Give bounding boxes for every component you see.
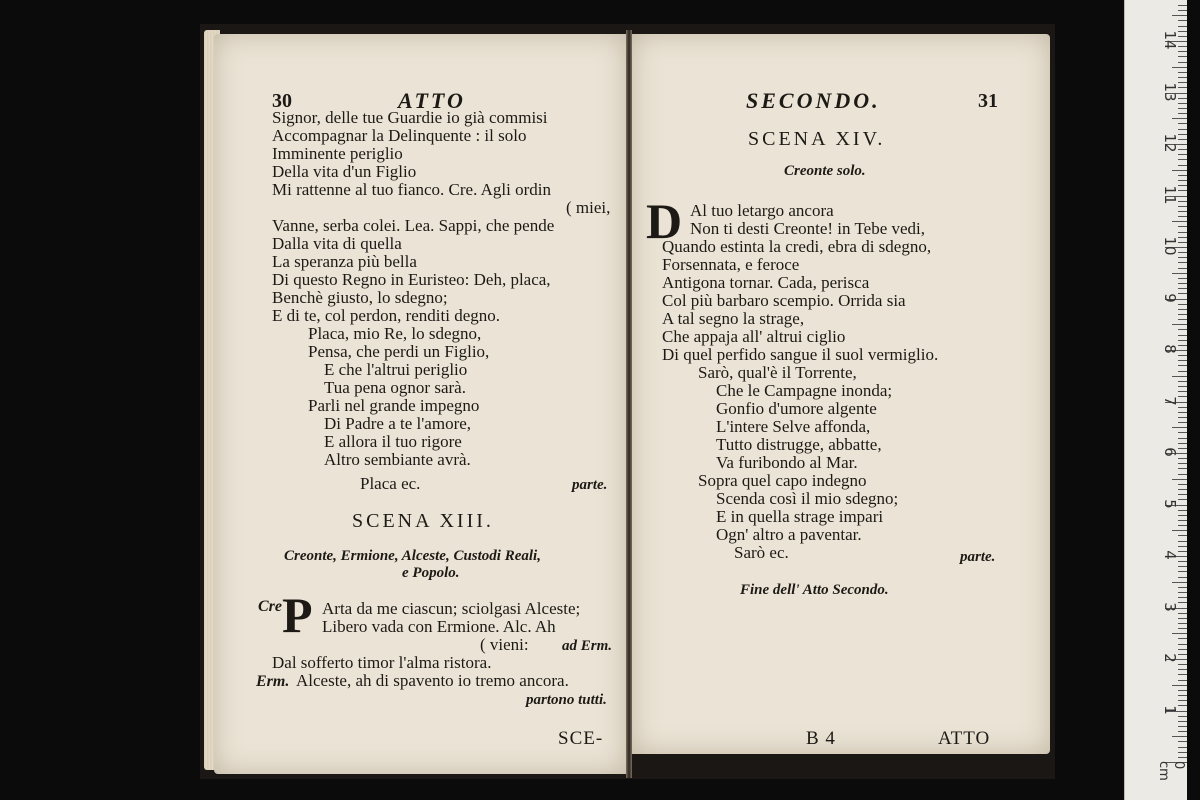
ruler-tick	[1178, 257, 1187, 258]
ruler-tick	[1178, 628, 1187, 629]
ruler-tick	[1178, 293, 1187, 294]
ruler-tick	[1178, 51, 1187, 52]
ruler-tick	[1178, 396, 1187, 397]
ruler-tick	[1172, 67, 1187, 68]
speaker-erm: Erm.	[256, 673, 290, 690]
left-verse-line: ( miei,	[566, 198, 611, 217]
left-verse-line: Mi rattenne al tuo fianco. Cre. Agli ordin	[272, 180, 552, 199]
ruler-tick	[1172, 376, 1187, 377]
ruler-tick	[1178, 304, 1187, 305]
ruler-unit-label: 0 cm	[1156, 761, 1186, 781]
ruler-tick	[1178, 262, 1187, 263]
ruler-tick	[1178, 190, 1187, 191]
right-verse-line: Di quel perfido sangue il suol vermiglio.	[662, 345, 939, 364]
ruler-tick	[1178, 726, 1187, 727]
right-running-header: SECONDO.	[746, 88, 881, 113]
ruler-tick	[1178, 36, 1187, 37]
ruler-tick	[1178, 206, 1187, 207]
left-verse-line: E allora il tuo rigore	[324, 432, 462, 451]
ruler-tick	[1172, 324, 1187, 325]
ruler-tick	[1172, 273, 1187, 274]
ruler-tick	[1178, 649, 1187, 650]
speaker-cre: Cre	[258, 598, 282, 615]
ruler-tick	[1178, 283, 1187, 284]
ruler-tick	[1172, 118, 1187, 119]
ruler-tick	[1178, 252, 1187, 253]
right-verse-line: Col più barbaro scempio. Orrida sia	[662, 291, 906, 310]
ruler-tick	[1178, 623, 1187, 624]
left-verse-line: Imminente periglio	[272, 144, 403, 163]
scena-xiii-heading: SCENA XIII.	[352, 510, 494, 532]
ruler-tick	[1172, 685, 1187, 686]
ruler-tick	[1178, 731, 1187, 732]
ruler-tick	[1178, 242, 1187, 243]
ruler-tick	[1178, 741, 1187, 742]
ruler-tick	[1178, 412, 1187, 413]
ruler-tick	[1178, 345, 1187, 346]
ruler-tick	[1172, 736, 1187, 737]
right-verse-line: Sarò, qual'è il Torrente,	[698, 363, 857, 382]
left-verse-line: E di te, col perdon, renditi degno.	[272, 306, 501, 325]
ruler-tick	[1178, 180, 1187, 181]
ruler-tick	[1178, 72, 1187, 73]
scena-xiii-line-1: Arta da me ciascun; sciolgasi Alceste;	[322, 599, 581, 618]
ruler-tick	[1178, 226, 1187, 227]
left-page-number: 30	[272, 90, 292, 112]
ruler-tick	[1178, 211, 1187, 212]
ruler-tick	[1178, 510, 1187, 511]
ruler-tick	[1178, 551, 1187, 552]
left-verse-line: Vanne, serba colei. Lea. Sappi, che pende	[272, 216, 555, 235]
ad-erm: ad Erm.	[562, 638, 613, 654]
ruler-tick	[1178, 721, 1187, 722]
ruler-tick	[1178, 535, 1187, 536]
ruler-tick	[1178, 360, 1187, 361]
left-verse-line: Pensa, che perdi un Figlio,	[308, 342, 490, 361]
fine-atto-secondo: Fine dell' Atto Secondo.	[740, 582, 889, 598]
ruler-tick	[1178, 674, 1187, 675]
ruler-tick	[1172, 221, 1187, 222]
ruler-tick	[1178, 329, 1187, 330]
vieni-line: ( vieni:	[480, 635, 529, 654]
ruler-number: 10	[1161, 236, 1179, 256]
ruler-tick	[1178, 31, 1187, 32]
ruler-tick	[1178, 98, 1187, 99]
ruler-number: 7	[1161, 395, 1179, 406]
ruler-tick	[1178, 520, 1187, 521]
ruler-tick	[1178, 468, 1187, 469]
ruler-tick	[1178, 216, 1187, 217]
ruler-tick	[1178, 185, 1187, 186]
ruler-tick	[1178, 77, 1187, 78]
ruler-tick	[1178, 381, 1187, 382]
ruler-tick	[1178, 618, 1187, 619]
left-verse-line: E che l'altrui periglio	[324, 360, 468, 379]
left-verse-line: Signor, delle tue Guardie io già commisi	[272, 108, 548, 127]
ruler-tick	[1178, 690, 1187, 691]
ruler-tick	[1178, 62, 1187, 63]
measuring-ruler	[1124, 0, 1187, 800]
ruler-number: 11	[1161, 184, 1179, 205]
left-verse-line: Dalla vita di quella	[272, 234, 402, 253]
ruler-tick	[1178, 484, 1187, 485]
ruler-tick	[1178, 355, 1187, 356]
ruler-tick	[1178, 752, 1187, 753]
ruler-tick	[1178, 525, 1187, 526]
right-verse-line: Va furibondo al Mar.	[716, 453, 858, 472]
ruler-tick	[1178, 159, 1187, 160]
ruler-tick	[1178, 20, 1187, 21]
ruler-number: 5	[1161, 498, 1179, 509]
ruler-tick	[1178, 149, 1187, 150]
right-verse-line: L'intere Selve affonda,	[716, 417, 871, 436]
ruler-tick	[1178, 154, 1187, 155]
left-parte: parte.	[572, 477, 608, 493]
ruler-tick	[1172, 479, 1187, 480]
ruler-tick	[1178, 175, 1187, 176]
ruler-tick	[1178, 432, 1187, 433]
left-verse-line: Altro sembiante avrà.	[324, 450, 471, 469]
ruler-tick	[1178, 700, 1187, 701]
scena-xiii-line-2: Libero vada con Ermione. Alc. Ah	[322, 617, 556, 636]
ruler-tick	[1178, 371, 1187, 372]
ruler-tick	[1178, 82, 1187, 83]
right-verse-line: Sarò ec.	[734, 543, 789, 562]
ruler-tick	[1178, 566, 1187, 567]
ruler-tick	[1178, 139, 1187, 140]
ruler-tick	[1172, 170, 1187, 171]
ruler-tick	[1178, 541, 1187, 542]
partono-tutti: partono tutti.	[526, 692, 607, 708]
characters-line-2: e Popolo.	[402, 565, 460, 581]
ruler-number: 12	[1161, 133, 1179, 153]
ruler-tick	[1178, 644, 1187, 645]
left-verse-line: Placa, mio Re, lo sdegno,	[308, 324, 482, 343]
ruler-tick	[1172, 427, 1187, 428]
right-catchword: ATTO	[938, 728, 991, 749]
ruler-tick	[1178, 232, 1187, 233]
left-verse-line: Tua pena ognor sarà.	[324, 378, 466, 397]
right-verse-line: Forsennata, e feroce	[662, 255, 800, 274]
ruler-tick	[1178, 165, 1187, 166]
right-verse-line: Scenda così il mio sdegno;	[716, 489, 899, 508]
right-verse-line: E in quella strage impari	[716, 507, 884, 526]
ruler-tick	[1178, 571, 1187, 572]
ruler-tick	[1178, 597, 1187, 598]
ruler-tick	[1178, 499, 1187, 500]
left-verse-line: Benchè giusto, lo sdegno;	[272, 288, 448, 307]
ruler-tick	[1178, 602, 1187, 603]
ruler-tick	[1178, 422, 1187, 423]
ruler-number: 4	[1161, 550, 1179, 560]
ruler-tick	[1172, 15, 1187, 16]
ruler-tick	[1178, 613, 1187, 614]
ruler-tick	[1178, 237, 1187, 238]
ruler-tick	[1178, 5, 1187, 6]
ruler-number	[1161, 0, 1179, 4]
ruler-tick	[1178, 448, 1187, 449]
left-verse-line: Accompagnar la Delinquente : il solo	[272, 126, 527, 145]
ruler-tick	[1178, 577, 1187, 578]
ruler-tick	[1178, 638, 1187, 639]
ruler-tick	[1178, 680, 1187, 681]
creonte-solo: Creonte solo.	[784, 163, 866, 179]
scena-xiv-line-1: Al tuo letargo ancora	[690, 201, 834, 220]
left-verse-line: Di Padre a te l'amore,	[324, 414, 472, 433]
ruler-tick	[1178, 407, 1187, 408]
dal-sofferto-line: Dal sofferto timor l'alma ristora.	[272, 653, 492, 672]
right-verse-line: Che le Campagne inonda;	[716, 381, 893, 400]
ruler-tick	[1178, 474, 1187, 475]
left-catchword: SCE-	[558, 728, 604, 749]
ruler-tick	[1178, 669, 1187, 670]
ruler-tick	[1178, 123, 1187, 124]
left-verse-line: La speranza più bella	[272, 252, 417, 271]
ruler-tick	[1178, 587, 1187, 588]
ruler-tick	[1178, 463, 1187, 464]
ruler-tick	[1178, 592, 1187, 593]
ruler-tick	[1178, 664, 1187, 665]
ruler-tick	[1178, 695, 1187, 696]
ruler-tick	[1178, 201, 1187, 202]
scena-xiv-heading: SCENA XIV.	[748, 128, 886, 150]
ruler-tick	[1178, 458, 1187, 459]
ruler-tick	[1178, 747, 1187, 748]
ruler-tick	[1178, 417, 1187, 418]
left-verse-line: Parli nel grande impegno	[308, 396, 480, 415]
ruler-tick	[1178, 438, 1187, 439]
ruler-tick	[1178, 268, 1187, 269]
ruler-tick	[1178, 314, 1187, 315]
ruler-tick	[1178, 340, 1187, 341]
ruler-tick	[1178, 489, 1187, 490]
ruler-tick	[1178, 443, 1187, 444]
right-verse-line: Quando estinta la credi, ebra di sdegno,	[662, 237, 932, 256]
ruler-number: 2	[1161, 653, 1179, 663]
left-verse-line: Di questo Regno in Euristeo: Deh, placa,	[272, 270, 551, 289]
gutter	[626, 30, 632, 778]
ruler-tick	[1178, 129, 1187, 130]
ruler-tick	[1178, 113, 1187, 114]
signature-mark: B 4	[806, 728, 836, 749]
placa-line: Placa ec.	[360, 474, 421, 493]
ruler-number: 3	[1161, 601, 1179, 612]
ruler-tick	[1178, 654, 1187, 655]
right-verse-line: Ogn' altro a paventar.	[716, 525, 862, 544]
ruler-tick	[1178, 108, 1187, 109]
right-verse-line: Sopra quel capo indegno	[698, 471, 867, 490]
ruler-tick	[1178, 705, 1187, 706]
left-verse-line: Della vita d'un Figlio	[272, 162, 417, 181]
characters-line-1: Creonte, Ermione, Alceste, Custodi Reali,	[284, 548, 541, 564]
ruler-tick	[1178, 391, 1187, 392]
ruler-tick	[1172, 582, 1187, 583]
ruler-number: 6	[1161, 447, 1179, 457]
right-parte: parte.	[960, 549, 996, 565]
ruler-tick	[1178, 87, 1187, 88]
right-verse-line: A tal segno la strage,	[662, 309, 805, 328]
ruler-tick	[1178, 757, 1187, 758]
ruler-number: 14	[1161, 30, 1179, 50]
ruler-number: 8	[1161, 344, 1179, 354]
ruler-tick	[1178, 561, 1187, 562]
ruler-tick	[1178, 56, 1187, 57]
ruler-tick	[1178, 319, 1187, 320]
ruler-tick	[1178, 103, 1187, 104]
ruler-tick	[1172, 633, 1187, 634]
ruler-tick	[1178, 10, 1187, 11]
ruler-tick	[1172, 530, 1187, 531]
erm-line: Alceste, ah di spavento io tremo ancora.	[296, 671, 569, 690]
ruler-tick	[1178, 546, 1187, 547]
right-verse-line: Gonfio d'umore algente	[716, 399, 877, 418]
right-verse-line: Antigona tornar. Cada, perisca	[662, 273, 870, 292]
ruler-tick	[1178, 335, 1187, 336]
ruler-tick	[1178, 278, 1187, 279]
drop-cap-p: P	[282, 587, 313, 643]
scena-xiv-line-2: Non ti desti Creonte! in Tebe vedi,	[690, 219, 926, 238]
ruler-tick	[1178, 288, 1187, 289]
drop-cap-d: D	[646, 193, 683, 249]
ruler-number: 1	[1161, 704, 1179, 715]
ruler-tick	[1178, 46, 1187, 47]
ruler-tick	[1178, 26, 1187, 27]
ruler-tick	[1178, 386, 1187, 387]
right-verse-line: Tutto distrugge, abbatte,	[716, 435, 882, 454]
ruler-tick	[1178, 309, 1187, 310]
ruler-tick	[1178, 716, 1187, 717]
ruler-number: 9	[1161, 292, 1179, 303]
ruler-tick	[1178, 494, 1187, 495]
left-running-header: ATTO	[398, 88, 466, 113]
right-verse-line: Che appaja all' altrui ciglio	[662, 327, 846, 346]
right-page-number: 31	[978, 90, 998, 112]
ruler-tick	[1178, 365, 1187, 366]
ruler-tick	[1178, 134, 1187, 135]
ruler-number: 13	[1161, 81, 1179, 102]
ruler-tick	[1178, 515, 1187, 516]
